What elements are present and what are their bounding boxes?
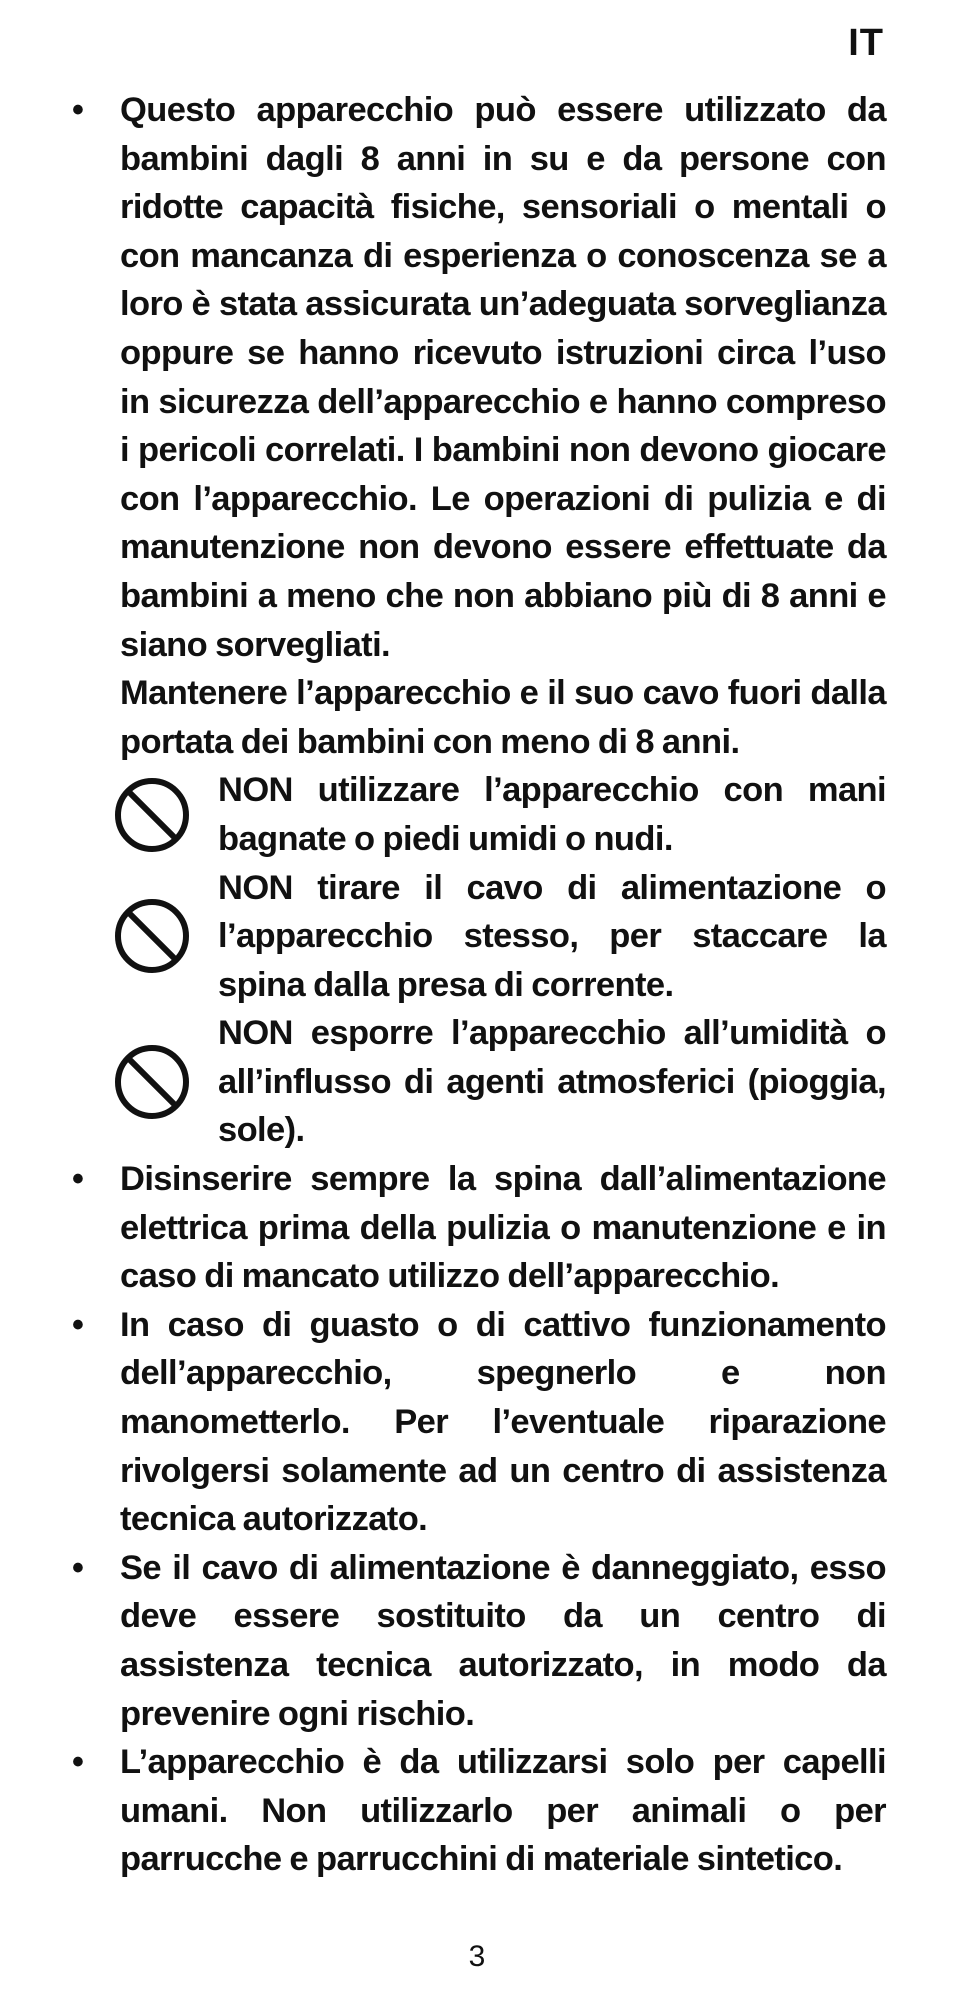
prohibition-icon (112, 896, 192, 976)
list-item-malfunction (68, 1301, 886, 1544)
page-number: 3 (468, 1940, 486, 1973)
list-item-text: Se il cavo di alimentazione è danneggiato, esso deve essere sostituito da un centro di assistenza tecnica autorizzato, in modo da prevenire ogni rischio. (120, 1548, 886, 1733)
warning-wet-hands (68, 766, 886, 863)
warning-text: NON tirare il cavo di alimentazione o l’apparecchio stesso, per staccare la spina dalla presa di corrente. (218, 868, 886, 1004)
safety-instructions (68, 86, 886, 1884)
list-item-text: In caso di guasto o di cattivo funzionamento dell’apparecchio, spegnerlo e non manometterlo. Per l’eventuale riparazione rivolgersi solamente ad un centro di assistenza tecnica autorizzato. (120, 1305, 886, 1539)
list-item-damaged-cable (68, 1544, 886, 1738)
bullet-glyph: • (72, 1160, 84, 1199)
warning-pull-cable (68, 864, 886, 1010)
warning-humidity (68, 1009, 886, 1155)
warning-text: NON esporre l’apparecchio all’umidità o all’influsso di agenti atmosferici (pioggia, sole). (218, 1014, 886, 1150)
language-code: IT (848, 22, 884, 64)
prohibition-icon (112, 775, 192, 855)
bullet-glyph: • (72, 1548, 84, 1587)
bullet-glyph: • (72, 1305, 84, 1344)
bullet-glyph: • (72, 91, 84, 129)
list-item-text: Disinserire sempre la spina dall’alimentazione elettrica prima della pulizia o manutenzione e in caso di mancato utilizzo dell’apparecchio. (120, 1160, 886, 1296)
list-item-text: Questo apparecchio può essere utilizzato da bambini dagli 8 anni in su e da persone con ridotte capacità fisiche, sensoriali o mentali o con mancanza di esperienza o conoscenza se a loro è stata assicurata un’adeguata sorveglianza oppure se hanno ricevuto istruzioni circa l’uso in sicurezza dell’apparecchio e hanno compreso i pericoli correlati. I bambini non devono giocare con l’apparecchio. Le operazioni di pulizia e di manutenzione non devono essere effettuate da bambini a meno che non abbiano più di 8 anni e siano sorvegliati. (120, 91, 886, 664)
prohibition-icon (112, 1042, 192, 1122)
list-item-human-hair-only (68, 1738, 886, 1884)
bullet-glyph: • (72, 1743, 84, 1782)
continuation-text: Mantenere l’apparecchio e il suo cavo fuori dalla portata dei bambini con meno di 8 anni. (120, 674, 886, 761)
list-item-text: L’apparecchio è da utilizzarsi solo per capelli umani. Non utilizzarlo per animali o per parrucche e parrucchini di materiale sintetico. (120, 1743, 886, 1879)
warning-text: NON utilizzare l’apparecchio con mani bagnate o piedi umidi o nudi. (218, 771, 886, 858)
list-item-unplug (68, 1155, 886, 1301)
list-item-children-safety (68, 86, 886, 669)
